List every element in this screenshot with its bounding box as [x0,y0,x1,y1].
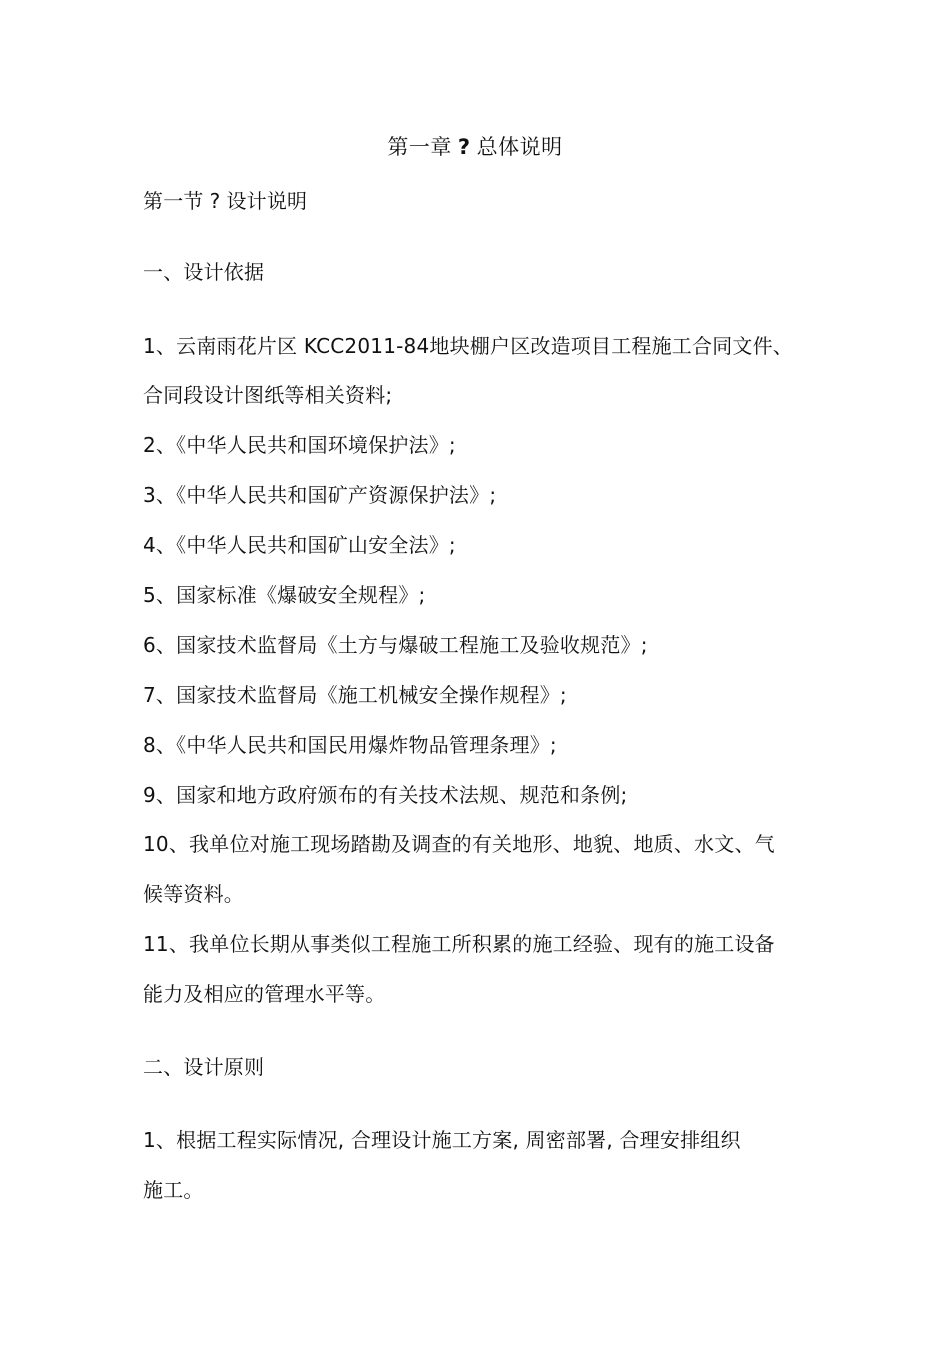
part1-item-line: 合同段设计图纸等相关资料; [143,383,393,407]
part1-item-line: 10、我单位对施工现场踏勘及调查的有关地形、地貌、地质、水文、气 [143,832,775,856]
part2-item-line: 施工。 [143,1178,204,1202]
part1-item-line: 候等资料。 [143,882,244,906]
chapter-prefix: 第一章 [387,135,452,159]
section-title [143,187,307,215]
section-title-text: 设计说明 [226,189,308,213]
part1-item-line: 1、云南雨花片区 KCC2011-84地块棚户区改造项目工程施工合同文件、 [143,334,793,358]
part1-item-line: 11、我单位长期从事类似工程施工所积累的施工经验、现有的施工设备 [143,932,775,956]
part1-item-line: 3、《中华人民共和国矿产资源保护法》; [143,483,497,507]
part1-item-line: 7、国家技术监督局《施工机械安全操作规程》; [143,683,567,707]
chapter-title [0,133,950,161]
chapter-title-text: 总体说明 [476,135,563,159]
part1-item-line: 2、《中华人民共和国环境保护法》; [143,433,456,457]
section-mark: ? [209,189,221,213]
section-prefix: 第一节 [143,189,204,213]
part1-item-line: 8、《中华人民共和国民用爆炸物品管理条理》; [143,733,557,757]
part2-heading: 二、设计原则 [143,1055,265,1079]
part2-item-line: 1、根据工程实际情况, 合理设计施工方案, 周密部署, 合理安排组织 [143,1128,741,1152]
chapter-mark: ? [457,135,471,159]
part1-item-line: 6、国家技术监督局《土方与爆破工程施工及验收规范》; [143,633,648,657]
part1-item-line: 4、《中华人民共和国矿山安全法》; [143,533,456,557]
part1-item-line: 5、国家标准《爆破安全规程》; [143,583,426,607]
part1-heading: 一、设计依据 [143,260,265,284]
part1-item-line: 9、国家和地方政府颁布的有关技术法规、规范和条例; [143,783,628,807]
part1-item-line: 能力及相应的管理水平等。 [143,982,386,1006]
